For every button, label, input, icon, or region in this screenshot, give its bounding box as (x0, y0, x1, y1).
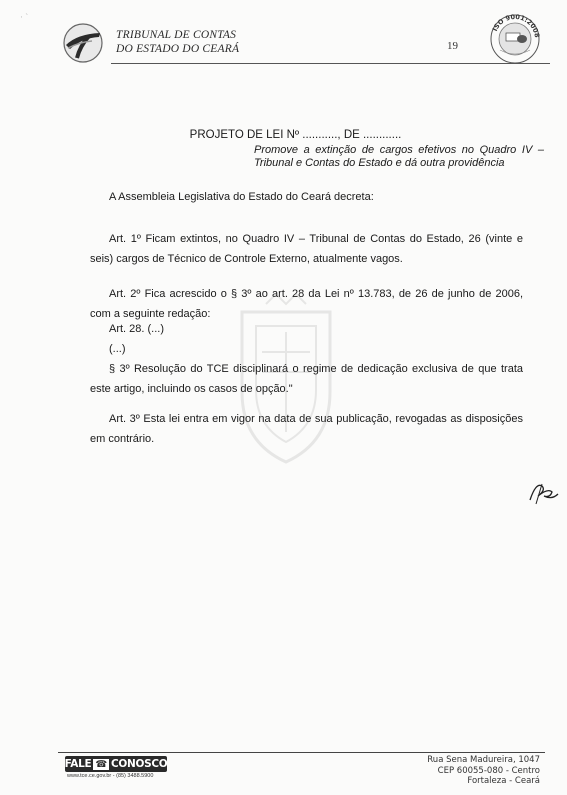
phone-icon: ☎ (95, 758, 107, 770)
bill-title: PROJETO DE LEI Nº ..........., DE ............ (189, 129, 402, 141)
quoted-article-28: Art. 28. (...) (109, 323, 165, 335)
contact-line: www.tce.ce.gov.br - (85) 3488.5900 (67, 773, 154, 779)
article-1: Art. 1º Ficam extintos, no Quadro IV – Tribunal de Contas do Estado, 26 (vinte e seis) cargos de Técnico de Controle Externo, atualmente vagos. (90, 233, 523, 265)
quoted-paragraph-3: § 3º Resolução do TCE disciplinará o regime de dedicação exclusiva de que trata este artigo, incluindo os casos de opção." (90, 363, 523, 395)
iso-seal-icon (486, 8, 544, 66)
fale-conosco-badge (65, 756, 167, 772)
org-line-2: DO ESTADO DO CEARÁ (116, 43, 240, 55)
iso-text: ISO 9001:2008 (490, 12, 542, 39)
article-2: Art. 2º Fica acrescido o § 3º ao art. 28 da Lei nº 13.783, de 26 de junho de 2006, com a seguinte redação: (90, 288, 523, 320)
article-3: Art. 3º Esta lei entra em vigor na data de sua publicação, revogadas as disposições em contrário. (90, 413, 523, 445)
coat-of-arms-watermark (222, 292, 350, 468)
address-line-1: Rua Sena Madureira, 1047 (427, 755, 540, 765)
page-number: 19 (447, 40, 458, 52)
signature-mark (526, 478, 560, 506)
fale-label: FALE (64, 758, 92, 770)
footer-address (427, 755, 540, 787)
address-line-2: CEP 60055-080 - Centro (437, 765, 540, 776)
decree-line: A Assembleia Legislativa do Estado do Ceará decreta: (109, 191, 374, 203)
header-rule (111, 63, 550, 64)
footer-rule (58, 752, 545, 753)
tce-logo-icon (62, 22, 104, 64)
quoted-ellipsis: (...) (109, 343, 126, 355)
bill-summary: Promove a extinção de cargos efetivos no Quadro IV – Tribunal e Contas do Estado e dá outra providência (254, 144, 544, 169)
conosco-label: CONOSCO (110, 758, 168, 770)
address-line-3: Fortaleza - Ceará (467, 776, 540, 786)
scan-mark: · ` (20, 12, 29, 22)
organization-name (116, 28, 239, 56)
org-line-1: TRIBUNAL DE CONTAS (116, 29, 237, 41)
